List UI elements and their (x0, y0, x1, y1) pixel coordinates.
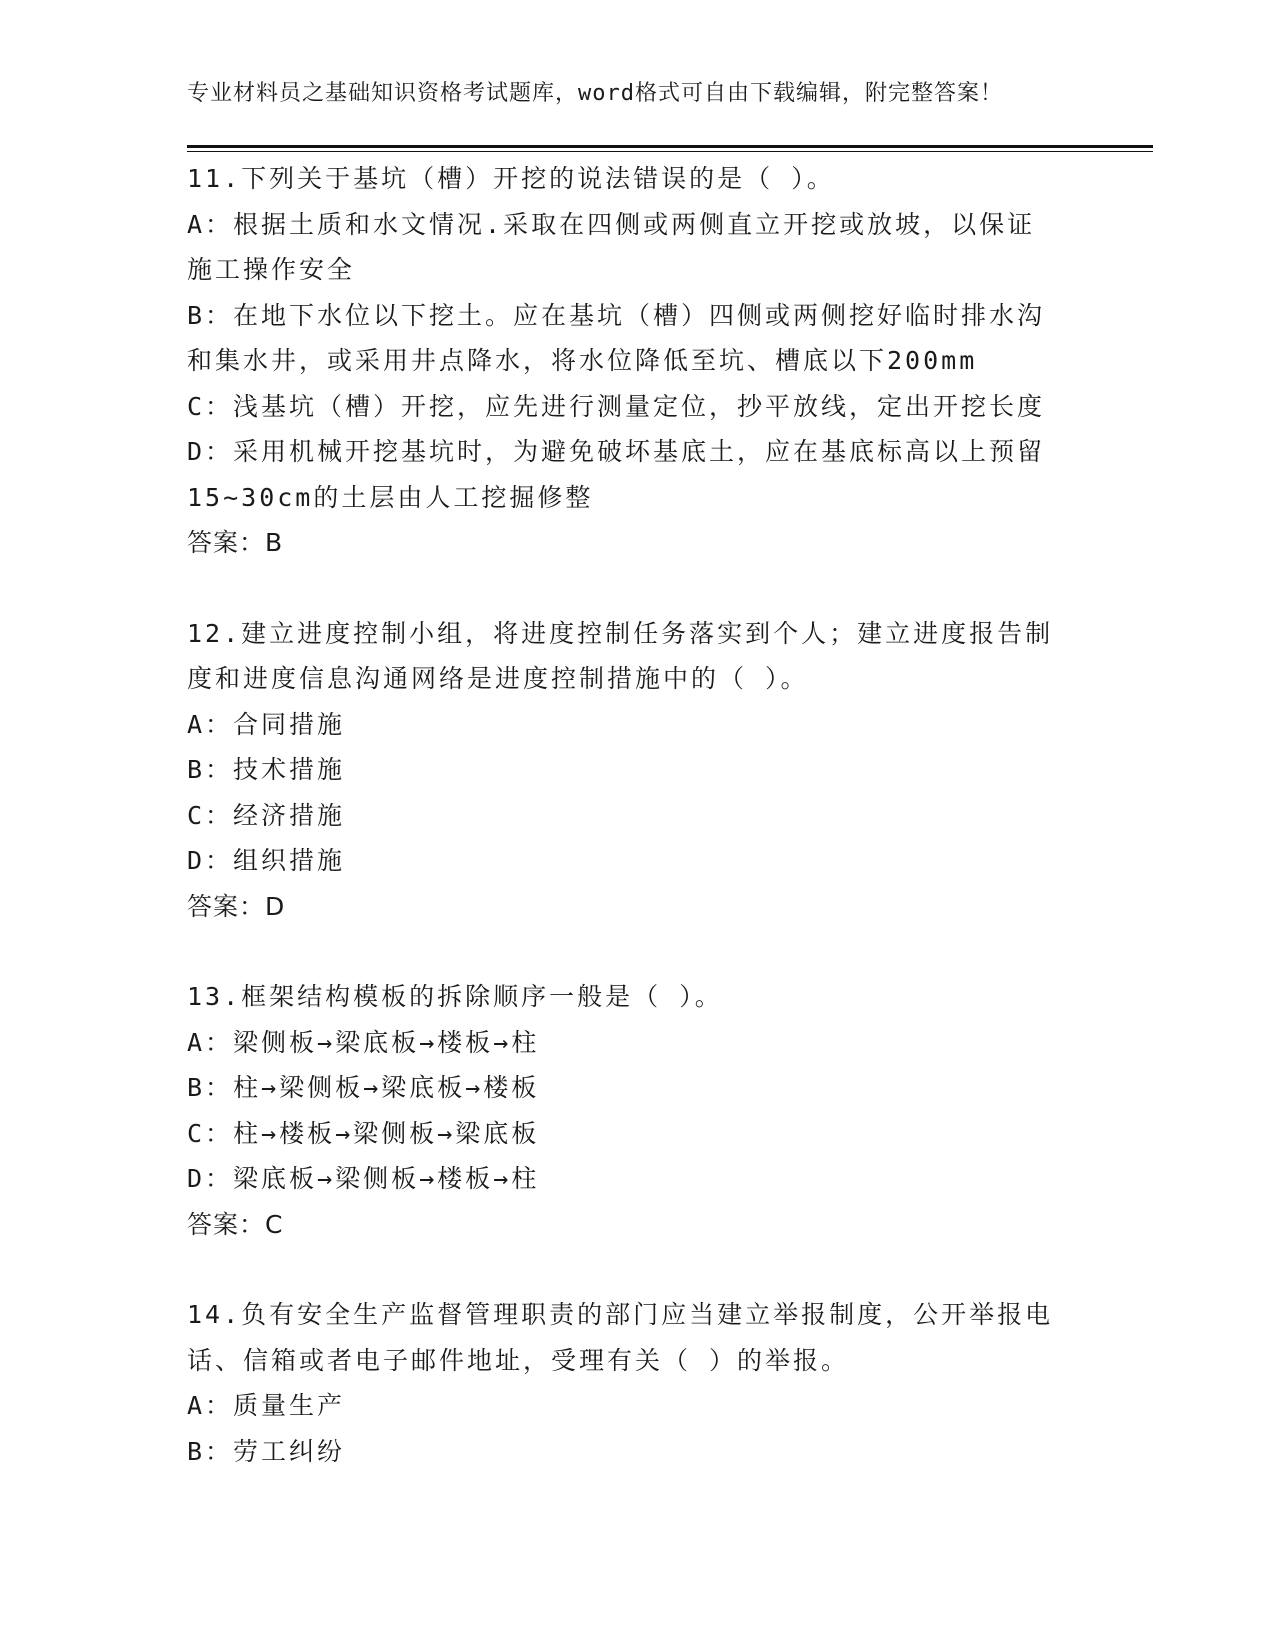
option-line: B：劳工纠纷 (187, 1436, 346, 1466)
option-line: A：梁侧板→梁底板→楼板→柱 (187, 1027, 540, 1057)
question-line: 度和进度信息沟通网络是进度控制措施中的（ ）。 (187, 664, 809, 693)
option-line: D：梁底板→梁侧板→楼板→柱 (187, 1164, 540, 1193)
answer-line: 答案：C (187, 1209, 284, 1239)
option-line: A：质量生产 (187, 1391, 346, 1420)
question-line: 话、信箱或者电子邮件地址，受理有关（ ）的举报。 (187, 1345, 850, 1375)
question-line: 12.建立进度控制小组，将进度控制任务落实到个人；建立进度报告制 (187, 618, 1054, 648)
option-line: A：合同措施 (187, 709, 346, 739)
answer-line: 答案：B (187, 528, 284, 557)
option-line: A：根据土质和水文情况.采取在四侧或两侧直立开挖或放坡，以保证 (187, 209, 1036, 239)
question-line: 14.负有安全生产监督管理职责的部门应当建立举报制度，公开举报电 (187, 1300, 1054, 1329)
page-header: 专业材料员之基础知识资格考试题库，word格式可自由下载编辑，附完整答案！ (187, 81, 1003, 106)
option-line: B：柱→梁侧板→梁底板→楼板 (187, 1073, 540, 1102)
question-11 (187, 156, 1087, 566)
option-line: 施工操作安全 (187, 255, 356, 284)
answer-line: 答案：D (187, 891, 286, 921)
option-line: C：经济措施 (187, 800, 346, 830)
question-list (187, 156, 1087, 1519)
question-line: 13.框架结构模板的拆除顺序一般是（ ）。 (187, 982, 723, 1011)
option-line: C：浅基坑（槽）开挖，应先进行测量定位，抄平放线，定出开挖长度 (187, 391, 1046, 421)
question-line: 11.下列关于基坑（槽）开挖的说法错误的是（ ）。 (187, 164, 835, 193)
option-line: B：在地下水位以下挖土。应在基坑（槽）四侧或两侧挖好临时排水沟 (187, 300, 1046, 330)
option-line: D：组织措施 (187, 846, 346, 875)
question-12 (187, 611, 1087, 930)
option-line: B：技术措施 (187, 755, 346, 784)
option-line: 和集水井，或采用井点降水，将水位降低至坑、槽底以下200mm (187, 346, 978, 375)
option-line: C：柱→楼板→梁侧板→梁底板 (187, 1118, 540, 1148)
question-14 (187, 1292, 1087, 1474)
question-13 (187, 974, 1087, 1247)
header-rule-thick (187, 145, 1153, 148)
option-line: D：采用机械开挖基坑时，为避免破坏基底土，应在基底标高以上预留 (187, 437, 1046, 466)
header-rule-thin (187, 151, 1153, 152)
option-line: 15~30cm的土层由人工挖掘修整 (187, 482, 594, 512)
